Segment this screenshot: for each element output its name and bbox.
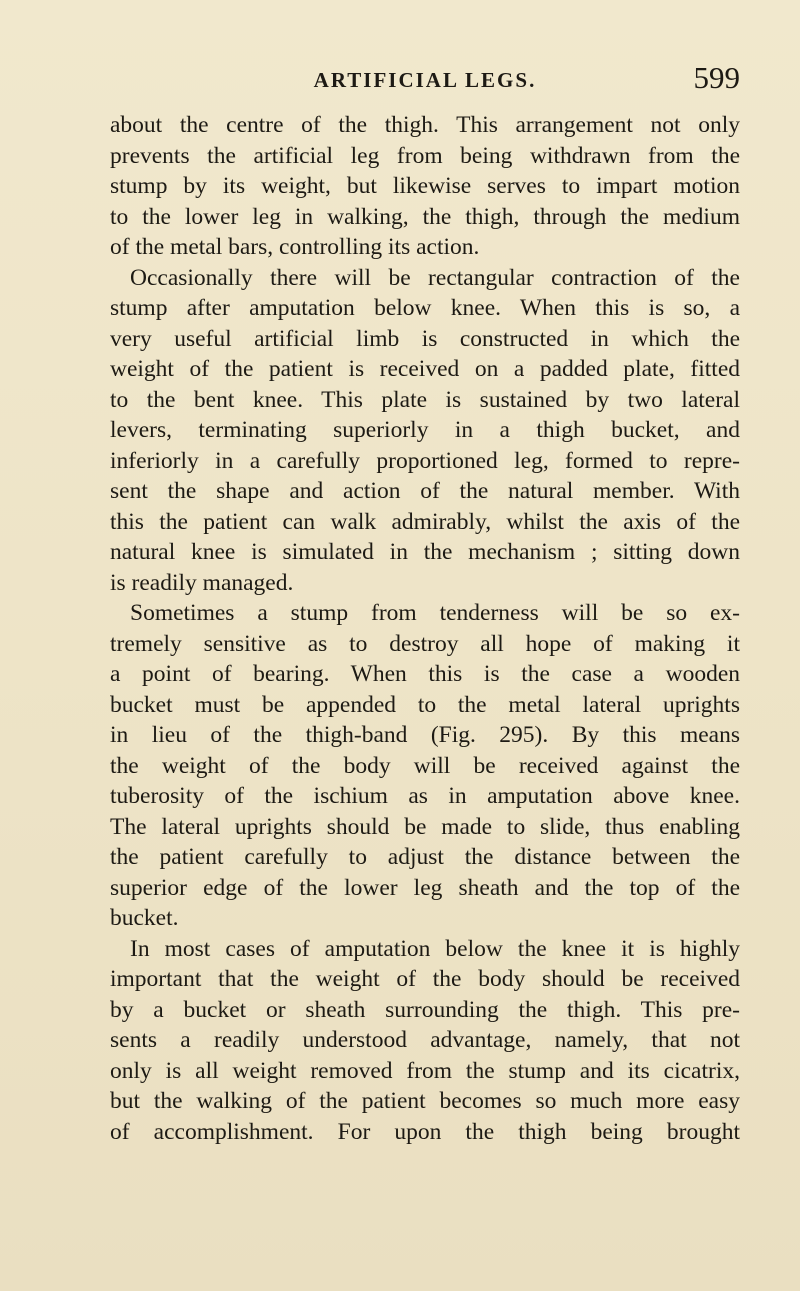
text-line: bucket.	[110, 905, 179, 931]
text-line: superior edge of the lower leg sheath and the top of the	[110, 874, 740, 901]
text-line: In most cases of amputation below the knee it is highly	[130, 935, 740, 962]
text-line: stump by its weight, but likewise serves to impart motion	[110, 173, 740, 199]
page-number: 599	[693, 60, 740, 95]
text-line: levers, terminating superiorly in a thigh bucket, and	[110, 417, 740, 443]
text-line: but the walking of the patient becomes so much more easy	[110, 1088, 740, 1114]
text-line: tuberosity of the ischium as in amputation above knee.	[110, 783, 740, 809]
text-line: this the patient can walk admirably, whilst the axis of the	[110, 508, 740, 535]
text-line: to the lower leg in walking, the thigh, through the medium	[110, 203, 740, 230]
text-line: of accomplishment. For upon the thigh being brought	[110, 1118, 740, 1145]
text-line: weight of the patient is received on a padded plate, fitted	[110, 356, 740, 382]
text-line: the weight of the body will be received against the	[110, 752, 740, 779]
text-line: Sometimes a stump from tenderness will be so ex-	[130, 600, 740, 626]
text-line: the patient carefully to adjust the distance between the	[110, 844, 740, 870]
text-line: by a bucket or sheath surrounding the thigh. This pre-	[110, 996, 740, 1023]
text-line: tremely sensitive as to destroy all hope of making it	[110, 630, 740, 657]
body-text	[110, 110, 740, 1147]
text-line: prevents the artificial leg from being withdrawn from the	[110, 142, 740, 169]
text-line: very useful artificial limb is constructed in which the	[110, 325, 740, 352]
text-line: is readily managed.	[110, 569, 294, 596]
text-line: in lieu of the thigh-band (Fig. 295). By this means	[110, 722, 740, 748]
text-line: Occasionally there will be rectangular contraction of the	[130, 264, 740, 291]
text-line: of the metal bars, controlling its action.	[110, 234, 480, 260]
text-line: stump after amputation below knee. When this is so, a	[110, 295, 740, 321]
text-line: a point of bearing. When this is the case a wooden	[110, 661, 740, 687]
text-line: important that the weight of the body should be received	[110, 966, 740, 992]
text-line: sent the shape and action of the natural member. With	[110, 478, 740, 504]
text-line: about the centre of the thigh. This arrangement not only	[110, 112, 740, 138]
text-line: natural knee is simulated in the mechanism ; sitting down	[110, 539, 740, 565]
text-line: bucket must be appended to the metal lateral uprights	[110, 691, 740, 718]
page-header	[110, 60, 740, 100]
text-line: The lateral uprights should be made to slide, thus enabling	[110, 813, 740, 840]
text-line: to the bent knee. This plate is sustained by two lateral	[110, 386, 740, 413]
running-head: ARTIFICIAL LEGS.	[313, 68, 537, 92]
text-line: inferiorly in a carefully proportioned leg, formed to repre-	[110, 447, 740, 474]
text-line: sents a readily understood advantage, namely, that not	[110, 1027, 740, 1053]
text-line: only is all weight removed from the stump and its cicatrix,	[110, 1057, 740, 1084]
